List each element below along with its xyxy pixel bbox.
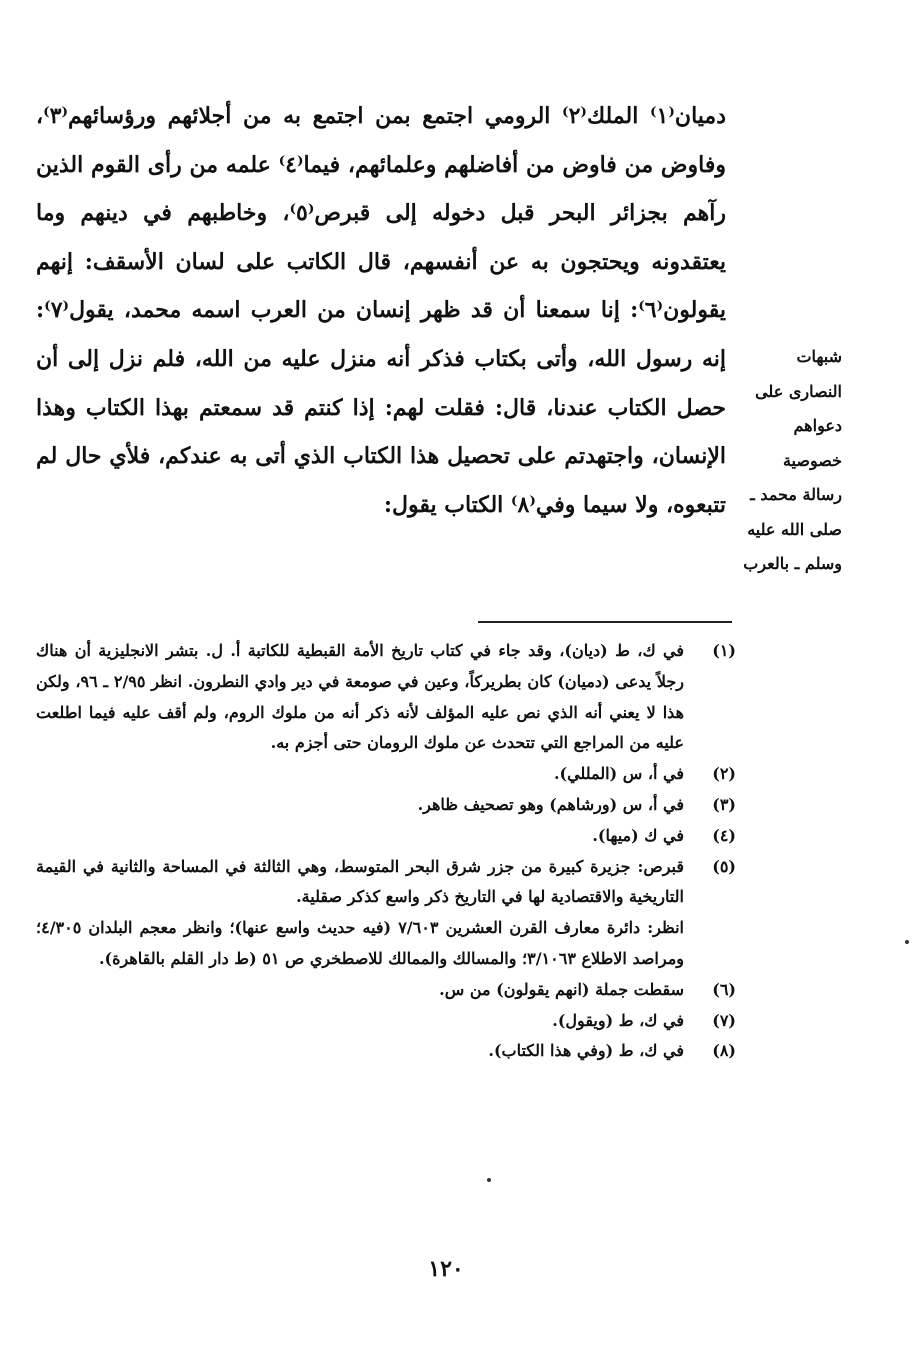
footnote-body xyxy=(36,975,684,1006)
footnote-body xyxy=(36,636,684,759)
footnote-text: في ك، ط (ويقول). xyxy=(552,1010,684,1030)
footnote-7 xyxy=(36,1006,736,1037)
page-number: ١٢٠ xyxy=(428,1256,464,1282)
footnotes-section xyxy=(36,636,736,1067)
main-text-block xyxy=(36,92,726,529)
footnote-text: سقطت جملة (انهم يقولون) من س. xyxy=(439,979,684,999)
footnote-body xyxy=(36,1036,684,1067)
footnote-number: (٦) xyxy=(712,979,736,999)
footnote-4 xyxy=(36,821,736,852)
footnote-number: (٤) xyxy=(712,825,736,845)
footnote-text: قبرص: جزيرة كبيرة من جزر شرق البحر المتوسط، وهي الثالثة في المساحة والثانية في القيمة التاريخية والاقتصادية لها في التاريخ ذكر واسع كذكر صقلية. xyxy=(36,856,684,907)
footnote-number: (٢) xyxy=(712,764,736,784)
footnote-3 xyxy=(36,790,736,821)
footnote-body xyxy=(36,1006,684,1037)
footnote-text: في أ، س (المللي). xyxy=(553,764,684,784)
footnote-8 xyxy=(36,1036,736,1067)
main-paragraph: دميان⁽١⁾ الملك⁽٢⁾ الرومي اجتمع بمن اجتمع به من أجلائهم ورؤسائهم⁽٣⁾، وفاوض من فاوض من أفاضلهم وعلمائهم، فيما⁽٤⁾ علمه من رأى القوم الذين رآهم بجزائر البحر قبل دخوله إلى قبرص⁽٥⁾، وخاطبهم في دينهم وما يعتقدونه ويحتجون به عن أنفسهم، قال الكاتب على لسان الأسقف: إنهم يقولون⁽٦⁾: إنا سمعنا أن قد ظهر إنسان من العرب اسمه محمد، يقول⁽٧⁾: إنه رسول الله، وأتى بكتاب فذكر أنه منزل عليه من الله، فلم نزل إلى أن حصل الكتاب عندنا، قال: فقلت لهم: إذا كنتم قد سمعتم بهذا الكتاب وهذا الإنسان، واجتهدتم على تحصيل هذا الكتاب الذي أتى به عندكم، فلأي حال لم تتبعوه، ولا سيما وفي⁽٨⁾ الكتاب يقول: xyxy=(36,103,726,518)
footnote-number: (١) xyxy=(712,641,736,660)
footnote-number: (٣) xyxy=(712,794,736,814)
scan-speck xyxy=(487,1178,491,1182)
footnote-5 xyxy=(36,852,736,975)
footnote-body xyxy=(36,852,684,975)
footnote-text: في أ، س (ورشاهم) وهو تصحيف ظاهر. xyxy=(417,794,684,814)
footnote-body xyxy=(36,759,684,790)
footnote-text: انظر: دائرة معارف القرن العشرين ٧/٦٠٣ (فيه حديث واسع عنها)؛ وانظر معجم البلدان ٤/٣٠٥؛ ومراصد الاطلاع ٣/١٠٦٣؛ والمسالك والممالك للاصطخري ص ٥١ (ط دار القلم بالقاهرة). xyxy=(36,918,684,968)
footnote-body xyxy=(36,790,684,821)
scan-speck xyxy=(905,940,909,944)
footnote-number: (٥) xyxy=(712,856,736,876)
footnote-number: (٨) xyxy=(712,1041,736,1061)
footnote-1 xyxy=(36,636,736,759)
footnote-text: في ك، ط (وفي هذا الكتاب). xyxy=(488,1041,684,1061)
footnote-divider xyxy=(478,621,732,623)
footnote-body xyxy=(36,821,684,852)
footnote-6 xyxy=(36,975,736,1006)
footnote-number: (٧) xyxy=(712,1010,736,1030)
margin-note: شبهات النصارى على دعواهم خصوصية رسالة محمد ـ صلى الله عليه وسلم ـ بالعرب xyxy=(743,347,842,573)
footnote-2 xyxy=(36,759,736,790)
footnote-text: في ك، ط (ديان)، وقد جاء في كتاب تاريخ الأمة القبطية للكاتبة أ. ل. بتشر الانجليزية أن هناك رجلاً يدعى (دميان) كان بطريركاً، وعين في صومعة في دير وادي النطرون. انظر ٢/٩٥ ـ ٩٦، ولكن هذا لا يعني أنه الذي نص عليه المؤلف لأنه ذكر أنه من ملوك الروم، ولم أقف عليه فيما اطلعت عليه من المراجع التي تتحدث عن ملوك الرومان حتى أجزم به. xyxy=(36,641,684,753)
footnote-text: في ك (ميها). xyxy=(592,825,684,845)
